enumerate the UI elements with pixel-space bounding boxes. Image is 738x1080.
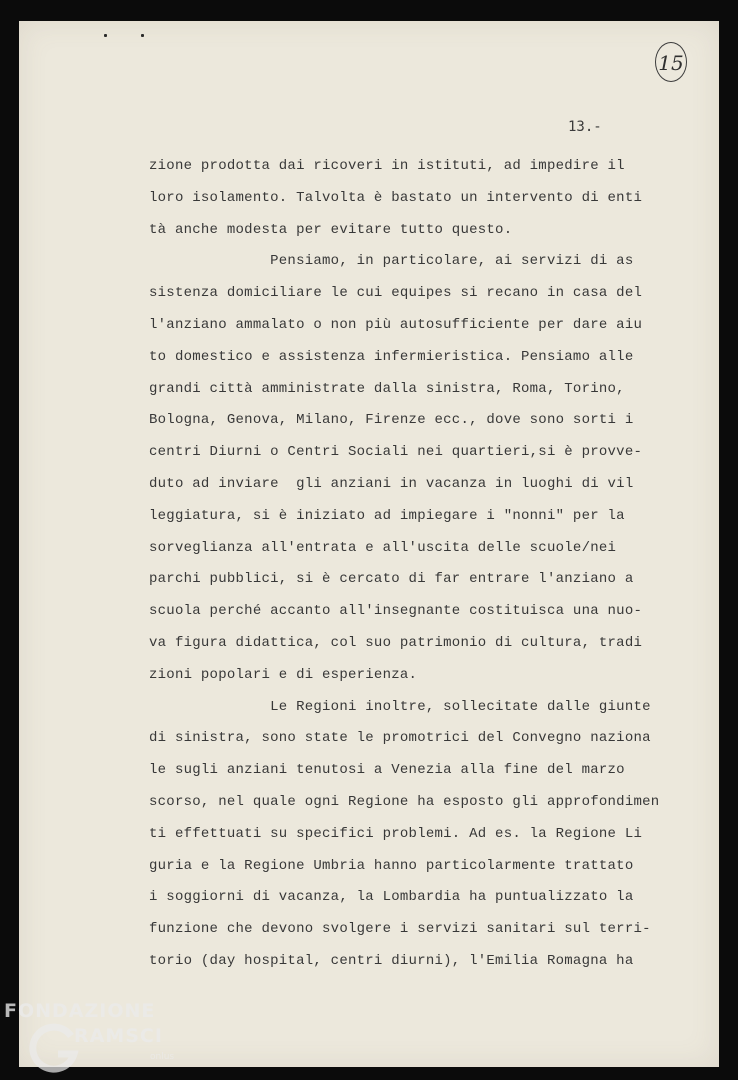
text-line: le sugli anziani tenutosi a Venezia alla fine del marzo bbox=[149, 762, 625, 779]
text-line: sistenza domiciliare le cui equipes si recano in casa del bbox=[149, 285, 643, 302]
text-line: grandi città amministrate dalla sinistra, Roma, Torino, bbox=[149, 380, 625, 397]
text-line: parchi pubblici, si è cercato di far entrare l'anziano a bbox=[149, 571, 634, 588]
staple-mark bbox=[141, 34, 144, 37]
text-line: ti effettuati su specifici problemi. Ad es. la Regione Li bbox=[149, 825, 643, 842]
fondazione-gramsci-watermark bbox=[4, 1000, 204, 1076]
text-line: zione prodotta dai ricoveri in istituti, ad impedire il bbox=[149, 158, 625, 174]
text-line: sorveglianza all'entrata e all'uscita delle scuole/nei bbox=[149, 539, 617, 556]
staple-mark bbox=[104, 34, 107, 37]
text-line: scuola perché accanto all'insegnante costituisca una nuo- bbox=[149, 603, 643, 620]
text-line: loro isolamento. Talvolta è bastato un intervento di enti bbox=[149, 189, 643, 206]
watermark-title: FONDAZIONE bbox=[4, 1000, 156, 1022]
text-line: Le Regioni inoltre, sollecitate dalle giunte bbox=[149, 698, 651, 715]
text-line: tà anche modesta per evitare tutto questo. bbox=[149, 221, 513, 238]
watermark-onlus: onlus bbox=[150, 1052, 175, 1062]
text-line: di sinistra, sono state le promotrici del Convegno naziona bbox=[149, 730, 651, 747]
text-line: leggiatura, si è iniziato ad impiegare i "nonni" per la bbox=[149, 507, 625, 524]
archive-page-stamp: 15 bbox=[655, 42, 687, 82]
text-line: centri Diurni o Centri Sociali nei quartieri,si è provve- bbox=[149, 444, 643, 461]
text-line: duto ad inviare gli anziani in vacanza in luoghi di vil bbox=[149, 475, 634, 492]
text-line: i soggiorni di vacanza, la Lombardia ha puntualizzato la bbox=[149, 889, 634, 906]
text-line: to domestico e assistenza infermieristica. Pensiamo alle bbox=[149, 348, 634, 365]
text-line: l'anziano ammalato o non più autosufficiente per dare aiu bbox=[149, 316, 643, 333]
text-line: scorso, nel quale ogni Regione ha esposto gli approfondimen bbox=[149, 793, 660, 810]
text-line: funzione che devono svolgere i servizi sanitari sul terri- bbox=[149, 921, 651, 938]
text-line: guria e la Regione Umbria hanno particolarmente trattato bbox=[149, 857, 634, 874]
text-line: Bologna, Genova, Milano, Firenze ecc., dove sono sorti i bbox=[149, 412, 634, 429]
text-line: torio (day hospital, centri diurni), l'Emilia Romagna ha bbox=[149, 952, 634, 969]
page-number: 13.- bbox=[568, 119, 602, 135]
text-line: Pensiamo, in particolare, ai servizi di as bbox=[149, 253, 634, 270]
typewritten-body bbox=[149, 156, 659, 983]
text-line: va figura didattica, col suo patrimonio di cultura, tradi bbox=[149, 634, 643, 651]
text-line: zioni popolari e di esperienza. bbox=[149, 666, 418, 683]
watermark-subtitle: RAMSCI bbox=[74, 1025, 163, 1047]
